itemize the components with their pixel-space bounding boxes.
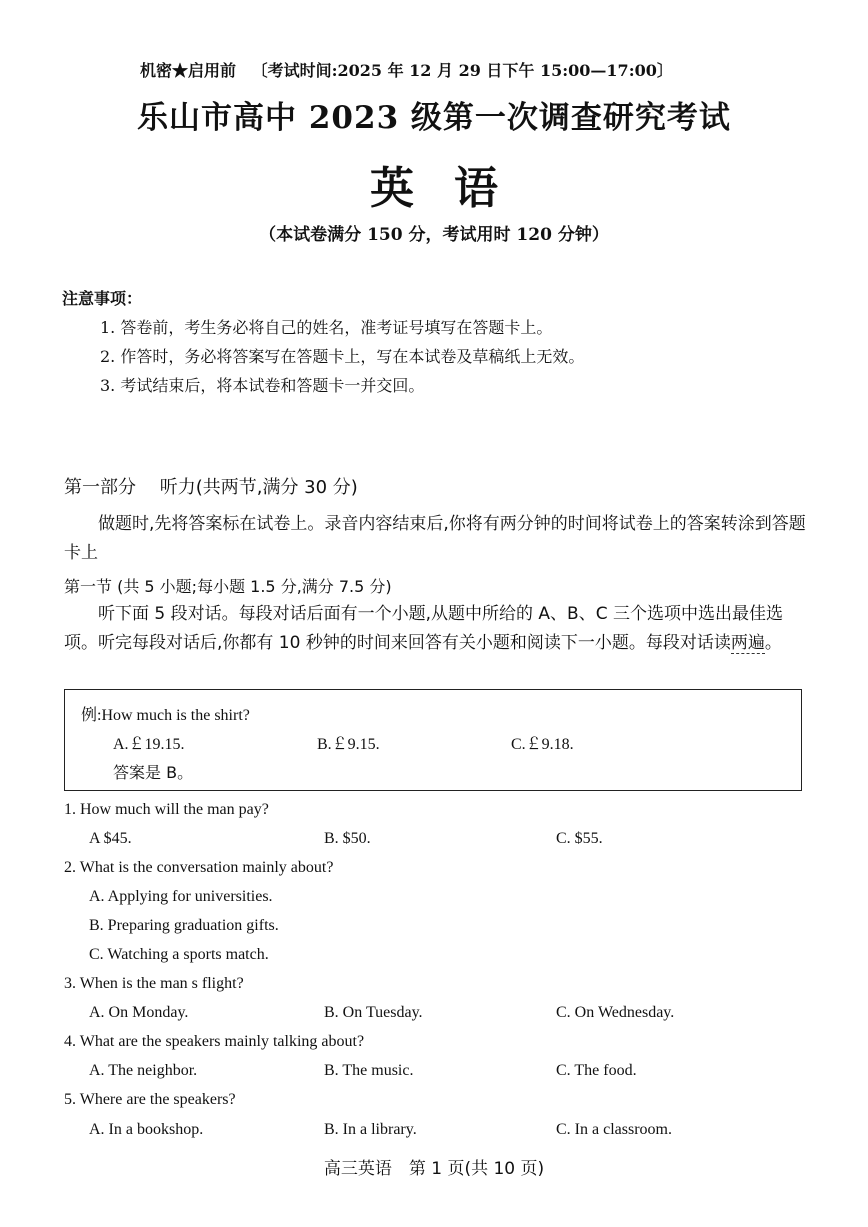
page-footer: 高三英语 第 1 页(共 10 页) — [323, 1159, 545, 1179]
exam-time: 〔考试时间:2025 年 12 月 29 日下午 15:00—17:00〕 — [251, 61, 673, 80]
notice-item: 2. 作答时，务必将答案写在答题卡上，写在本试卷及草稿纸上无效。 — [100, 347, 585, 366]
question-3-option-c: C. On Wednesday. — [556, 1004, 675, 1021]
question-5-option-c: C. In a classroom. — [556, 1121, 672, 1138]
section1-instruction-end: 。 — [764, 633, 782, 653]
subject-title: 英语 — [370, 163, 538, 214]
question-5-option-a: A. In a bookshop. — [89, 1121, 204, 1138]
section1-instruction-text: 听下面 5 段对话。每段对话后面有一个小题,从题中所给的 A、B、C 三个选项中选出最佳选项。听完每段对话后,你都有 10 秒钟的时间来回答有关小题和阅读下一小题。每段对话读 — [64, 604, 783, 653]
question-4-stem: 4. What are the speakers mainly talking about? — [64, 1033, 365, 1050]
example-question: 例:How much is the shirt? — [81, 707, 250, 724]
exam-header-line — [140, 58, 673, 81]
question-4-option-b: B. The music. — [324, 1062, 414, 1079]
example-answer: 答案是 B。 — [113, 763, 194, 782]
part1-title: 第一部分 听力(共两节,满分 30 分) — [64, 477, 358, 498]
question-2-option-b: B. Preparing graduation gifts. — [89, 917, 279, 934]
notice-item: 1. 答卷前，考生务必将自己的姓名，准考证号填写在答题卡上。 — [100, 318, 553, 337]
question-2-option-c: C. Watching a sports match. — [89, 946, 269, 963]
question-3-option-b: B. On Tuesday. — [324, 1004, 423, 1021]
question-2-option-a: A. Applying for universities. — [89, 888, 273, 905]
question-3-stem: 3. When is the man s flight? — [64, 975, 244, 992]
question-2-stem: 2. What is the conversation mainly about? — [64, 859, 334, 876]
question-4-option-a: A. The neighbor. — [89, 1062, 198, 1079]
question-3-option-a: A. On Monday. — [89, 1004, 189, 1021]
confidential-label: 机密★启用前 — [140, 61, 237, 80]
section1-instruction — [64, 600, 809, 658]
notice-item: 3. 考试结束后，将本试卷和答题卡一并交回。 — [100, 376, 425, 395]
section1-title: 第一节 (共 5 小题;每小题 1.5 分,满分 7.5 分) — [64, 577, 392, 596]
question-1-option-a: A $45. — [89, 830, 132, 847]
question-4-option-c: C. The food. — [556, 1062, 637, 1079]
example-option-b: B.￡9.15. — [317, 736, 380, 753]
section1-instruction-emphasis: 两遍 — [730, 633, 765, 653]
exam-title: 乐山市高中 2023 级第一次调查研究考试 — [137, 100, 731, 136]
notice-title: 注意事项： — [62, 289, 143, 308]
score-note: （本试卷满分 150 分，考试用时 120 分钟） — [259, 225, 609, 245]
question-1-stem: 1. How much will the man pay? — [64, 801, 269, 818]
example-option-c: C.￡9.18. — [511, 736, 574, 753]
example-option-a: A.￡19.15. — [113, 736, 185, 753]
question-5-stem: 5. Where are the speakers? — [64, 1091, 236, 1108]
question-5-option-b: B. In a library. — [324, 1121, 417, 1138]
part1-instruction: 做题时,先将答案标在试卷上。录音内容结束后,你将有两分钟的时间将试卷上的答案转涂到答题卡上 — [64, 514, 806, 563]
question-1-option-c: C. $55. — [556, 830, 603, 847]
question-1-option-b: B. $50. — [324, 830, 371, 847]
example-box — [64, 689, 802, 791]
